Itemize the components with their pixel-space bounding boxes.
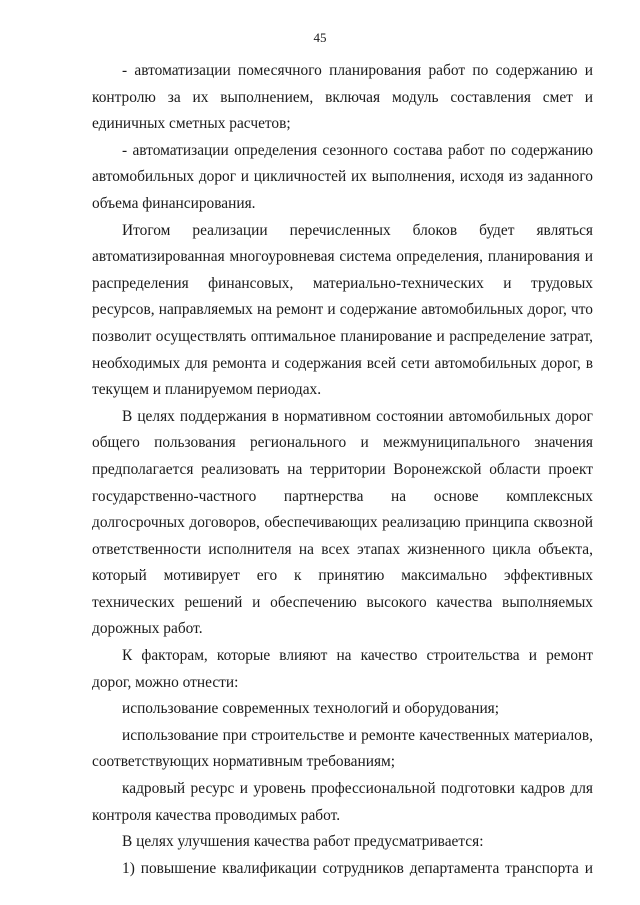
page-number: 45 (313, 30, 327, 45)
paragraph: 1) повышение квалификации сотрудников департамента транспорта и (122, 859, 593, 877)
paragraph: - автоматизации помесячного планирования работ по содержанию и контролю за их выполнением, включая модуль составления смет и единичных сметных расчетов; (92, 62, 593, 133)
paragraph: К факторам, которые влияют на качество строительства и ремонт дорог, можно отнести: (92, 647, 593, 691)
paragraph: В целях улучшения качества работ предусматривается: (122, 833, 484, 851)
paragraph: Итогом реализации перечисленных блоков будет являться автоматизированная многоуровневая система определения, планирования и распределения финансовых, материально-технических и трудовых ресурсов, направляемых на ремонт и содержание автомобильных дорог, что позволит осуществлять оптимальное планирование и распределение затрат, необходимых для ремонта и содержания всей сети автомобильных дорог, в текущем и планируемом периодах. (92, 221, 593, 399)
document-body (92, 58, 593, 882)
paragraph: использование современных технологий и оборудования; (122, 700, 500, 718)
paragraph: В целях поддержания в нормативном состоянии автомобильных дорог общего пользования регионального и межмуниципального значения предполагается реализовать на территории Воронежской области проект государственно-частного партнерства на основе комплексных долгосрочных договоров, обеспечивающих реализацию принципа сквозной ответственности исполнителя на всех этапах жизненного цикла объекта, который мотивирует его к принятию максимально эффективных технических решений и обеспечению высокого качества выполняемых дорожных работ. (92, 407, 593, 638)
paragraph: использование при строительстве и ремонте качественных материалов, соответствующих нормативным требованиям; (92, 726, 593, 771)
paragraph: - автоматизации определения сезонного состава работ по содержанию автомобильных дорог и цикличностей их выполнения, исходя из заданного объема финансирования. (92, 141, 593, 212)
paragraph: кадровый ресурс и уровень профессиональной подготовки кадров для контроля качества проводимых работ. (92, 780, 593, 824)
